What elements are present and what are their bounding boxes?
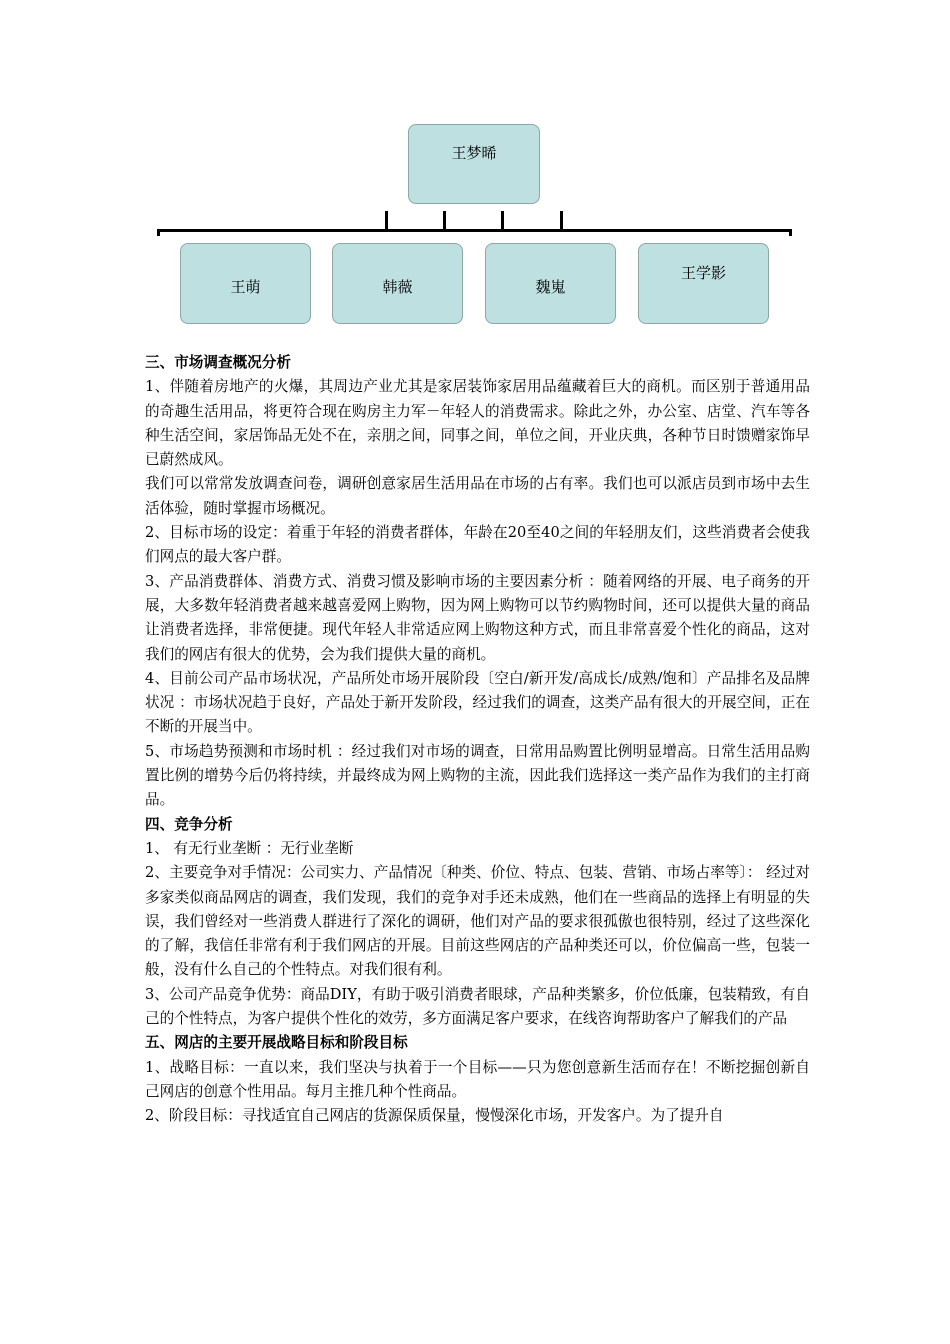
paragraph: 1、伴随着房地产的火爆，其周边产业尤其是家居装饰家居用品蕴藏着巨大的商机。而区别于普通用品的奇趣生活用品，将更符合现在购房主力军－年轻人的消费需求。除此之外，办公室、店堂、汽车等各种生活空间，家居饰品无处不在，亲朋之间，同事之间，单位之间，开业庆典，各种节日时馈赠家饰早已蔚然成风。 bbox=[145, 378, 810, 469]
org-connector-right-tick bbox=[789, 229, 792, 236]
org-child-name: 王萌 bbox=[230, 278, 261, 296]
org-connector-horizontal bbox=[157, 229, 792, 232]
org-child-box bbox=[485, 243, 616, 324]
paragraph: 2、目标市场的设定：着重于年轻的消费者群体，年龄在20至40之间的年轻朋友们，这些消费者会使我们网点的最大客户群。 bbox=[145, 524, 810, 566]
paragraph: 我们可以常常发放调查问卷，调研创意家居生活用品在市场的占有率。我们也可以派店员到市场中去生活体验，随时掌握市场概况。 bbox=[145, 475, 810, 517]
org-chart bbox=[0, 0, 950, 340]
paragraph: 1、 有无行业垄断 ：无行业垄断 bbox=[145, 839, 354, 857]
paragraph: 2、主要竞争对手情况：公司实力、产品情况〔种类、价位、特点、包装、营销、市场占率等〕： 经过对多家类似商品网店的调查，我们发现，我们的竞争对手还未成熟，他们在一些商品的选择上有明显的失误，我们曾经对一些消费人群进行了深化的调研，他们对产品的要求很孤傲也很特别，经过了这些深化的了解，我信任非常有利于我们网店的开展。目前这些网店的产品种类还可以，价位偏高一些，包装一般，没有什么自己的个性特点。对我们很有利。 bbox=[145, 864, 810, 979]
org-child-box bbox=[638, 243, 769, 324]
paragraph: 5、市场趋势预测和市场时机 ：经过我们对市场的调查，日常用品购置比例明显增高。日常生活用品购置比例的增势今后仍将持续，并最终成为网上购物的主流，因此我们选择这一类产品作为我们的主打商品。 bbox=[145, 742, 810, 809]
org-connector-tick bbox=[443, 211, 446, 231]
org-child-box bbox=[332, 243, 463, 324]
document-body bbox=[145, 351, 810, 1129]
org-connector-tick bbox=[560, 211, 563, 231]
paragraph: 2、阶段目标：寻找适宜自己网店的货源保质保量，慢慢深化市场，开发客户。为了提升自 bbox=[145, 1107, 724, 1125]
section-heading: 五、网店的主要开展战略目标和阶段目标 bbox=[145, 1034, 408, 1052]
org-child-box bbox=[180, 243, 311, 324]
paragraph: 4、目前公司产品市场状况，产品所处市场开展阶段〔空白/新开发/高成长/成熟/饱和〕产品排名及品牌状况 ：市场状况趋于良好，产品处于新开发阶段，经过我们的调查，这类产品有很大的开展空间，正在不断的开展当中。 bbox=[145, 669, 810, 736]
paragraph: 3、产品消费群体、消费方式、消费习惯及影响市场的主要因素分析 ：随着网络的开展、电子商务的开展，大多数年轻消费者越来越喜爱网上购物，因为网上购物可以节约购物时间，还可以提供大量的商品让消费者选择，非常便捷。现代年轻人非常适应网上购物这种方式，而且非常喜爱个性化的商品，这对我们的网店有很大的优势，会为我们提供大量的商机。 bbox=[145, 572, 810, 663]
paragraph: 1、战略目标：一直以来，我们坚决与执着于一个目标——只为您创意新生活而存在！不断挖掘创新自己网店的创意个性用品。每月主推几种个性商品。 bbox=[145, 1058, 810, 1100]
org-child-name: 韩薇 bbox=[382, 278, 413, 296]
org-child-name: 魏嵬 bbox=[535, 278, 566, 296]
paragraph: 3、公司产品竞争优势：商品DIY，有助于吸引消费者眼球，产品种类繁多，价位低廉，包装精致，有自己的个性特点，为客户提供个性化的效劳，多方面满足客户要求，在线咨询帮助客户了解我们的产品 bbox=[145, 985, 810, 1028]
org-child-name: 王学影 bbox=[680, 264, 726, 282]
org-connector-tick bbox=[385, 211, 388, 231]
section-heading: 四、竞争分析 bbox=[145, 815, 233, 833]
section-heading: 三、市场调查概况分析 bbox=[145, 354, 291, 371]
org-root-name: 王梦晞 bbox=[451, 144, 497, 162]
org-root-box bbox=[408, 124, 540, 204]
org-connector-tick bbox=[501, 211, 504, 231]
org-connector-left-tick bbox=[157, 229, 160, 236]
